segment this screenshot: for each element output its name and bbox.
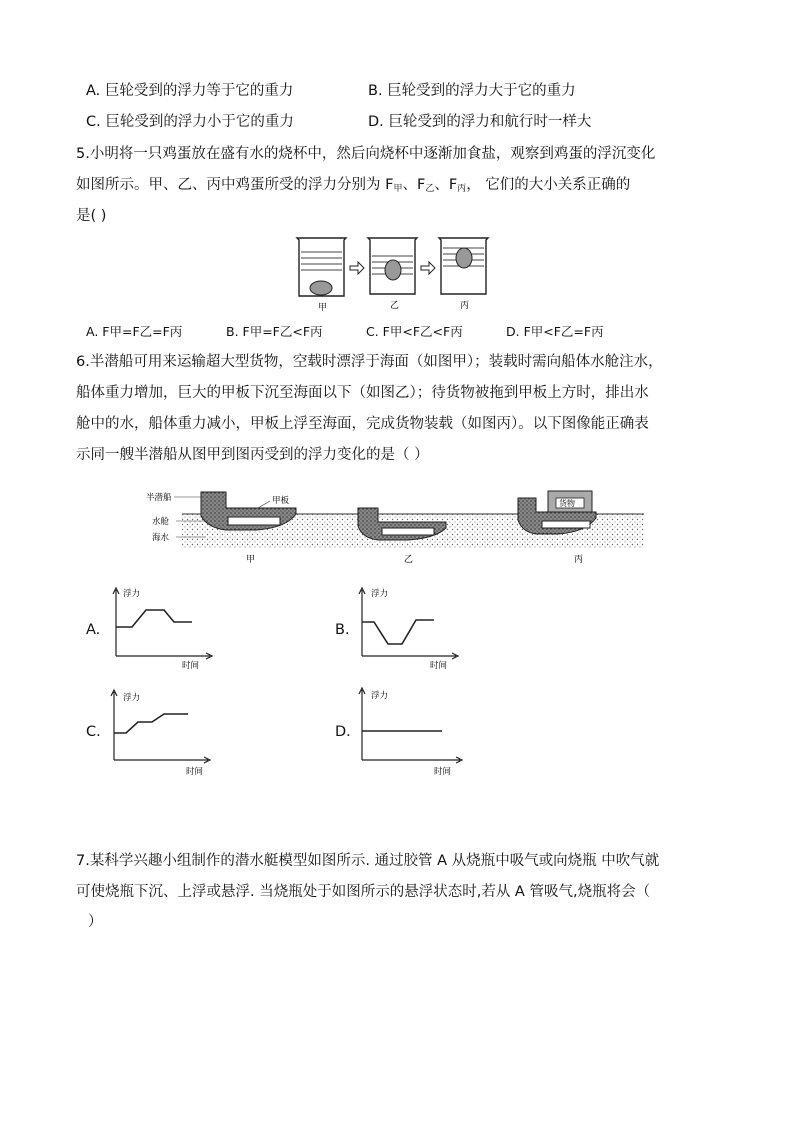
q4-option-b: B. 巨轮受到的浮力大于它的重力	[368, 83, 576, 99]
label-semi-submersible: 半潜船	[146, 493, 172, 503]
q4-option-c: C. 巨轮受到的浮力小于它的重力	[86, 114, 294, 130]
label-cargo: 货物	[559, 499, 575, 508]
q4-option-d: D. 巨轮受到的浮力和航行时一样大	[368, 114, 592, 130]
arrow-icon	[350, 262, 364, 274]
graph-a-ylabel: 浮力	[123, 589, 141, 599]
q6-stem-line3: 舱中的水，船体重力减小，甲板上浮至海面，完成货物装载（如图丙）。以下图像能正确表	[76, 416, 649, 432]
label-deck: 甲板	[272, 496, 290, 506]
graph-a	[110, 584, 220, 670]
graph-a-letter: A.	[86, 622, 101, 638]
graph-b-letter: B.	[335, 622, 350, 638]
ship-jia	[201, 492, 296, 530]
graph-d-ylabel: 浮力	[371, 691, 389, 701]
ship-yi	[358, 508, 446, 540]
q6-semi-submersible-figure	[146, 488, 646, 566]
graph-d	[356, 684, 468, 776]
q5-beaker-figure	[294, 236, 504, 314]
beaker-yi	[368, 238, 417, 294]
beaker-label-jia: 甲	[318, 303, 328, 313]
arrow-icon	[421, 262, 435, 274]
graph-b-xlabel: 时间	[430, 661, 448, 670]
beaker-label-bing: 丙	[460, 301, 470, 311]
q6-stem-line4: 示同一艘半潜船从图甲到图丙受到的浮力变化的是（ ）	[76, 447, 429, 463]
q7-stem-line2: 可使烧瓶下沉、上浮或悬浮. 当烧瓶处于如图所示的悬浮状态时,若从 A 管吸气,烧瓶将会（	[76, 884, 651, 900]
q7-stem-line1: 7.某科学兴趣小组制作的潜水艇模型如图所示. 通过胶管 A 从烧瓶中吸气或向烧瓶 中吹气就	[76, 853, 660, 869]
graph-c-letter: C.	[86, 724, 101, 740]
graph-b-ylabel: 浮力	[371, 589, 389, 599]
graph-c-ylabel: 浮力	[123, 693, 141, 703]
stage-label-bing: 丙	[574, 555, 584, 565]
graph-d-xlabel: 时间	[434, 767, 452, 776]
graph-c	[108, 686, 218, 776]
q6-stem-line1: 6.半潜船可用来运输超大型货物，空载时漂浮于海面（如图甲）；装载时需向船体水舱注水，	[76, 354, 663, 370]
graph-c-line	[114, 714, 188, 733]
graph-c-xlabel: 时间	[186, 767, 204, 776]
graph-b-line	[362, 620, 434, 644]
beaker-jia	[297, 238, 346, 296]
q5-option-c: C. F甲<F乙<F丙	[366, 324, 463, 339]
graph-a-xlabel: 时间	[182, 661, 200, 670]
graph-a-line	[116, 610, 192, 627]
q5-stem-line3: 是( )	[76, 208, 107, 224]
stage-label-jia: 甲	[246, 555, 256, 565]
q7-stem-line3: ）	[88, 914, 103, 930]
q5-stem-line2: 如图所示。甲、乙、丙中鸡蛋所受的浮力分别为 $F_甲$、$F_乙$、$F_丙$， 它们的大小关系正确的	[76, 177, 631, 194]
ship-bing	[518, 491, 596, 534]
q6-stem-line2: 船体重力增加，巨大的甲板下沉至海面以下（如图乙）；待货物被拖到甲板上方时，排出水	[76, 385, 649, 401]
beaker-label-yi: 乙	[390, 301, 400, 311]
label-sea-water: 海水	[152, 533, 170, 543]
q5-option-d: D. F甲<F乙=F丙	[506, 324, 604, 339]
q5-option-b: B. F甲=F乙<F丙	[226, 324, 323, 339]
graph-b	[356, 584, 466, 670]
label-water-tank: 水舱	[152, 517, 170, 527]
graph-d-letter: D.	[335, 724, 351, 740]
beaker-bing	[439, 238, 488, 294]
q4-option-a: A. 巨轮受到的浮力等于它的重力	[86, 83, 294, 99]
stage-label-yi: 乙	[404, 555, 414, 565]
q5-stem-line1: 5.小明将一只鸡蛋放在盛有水的烧杯中，然后向烧杯中逐渐加食盐，观察到鸡蛋的浮沉变化	[76, 146, 656, 162]
q5-option-a: A. F甲=F乙=F丙	[86, 324, 183, 339]
